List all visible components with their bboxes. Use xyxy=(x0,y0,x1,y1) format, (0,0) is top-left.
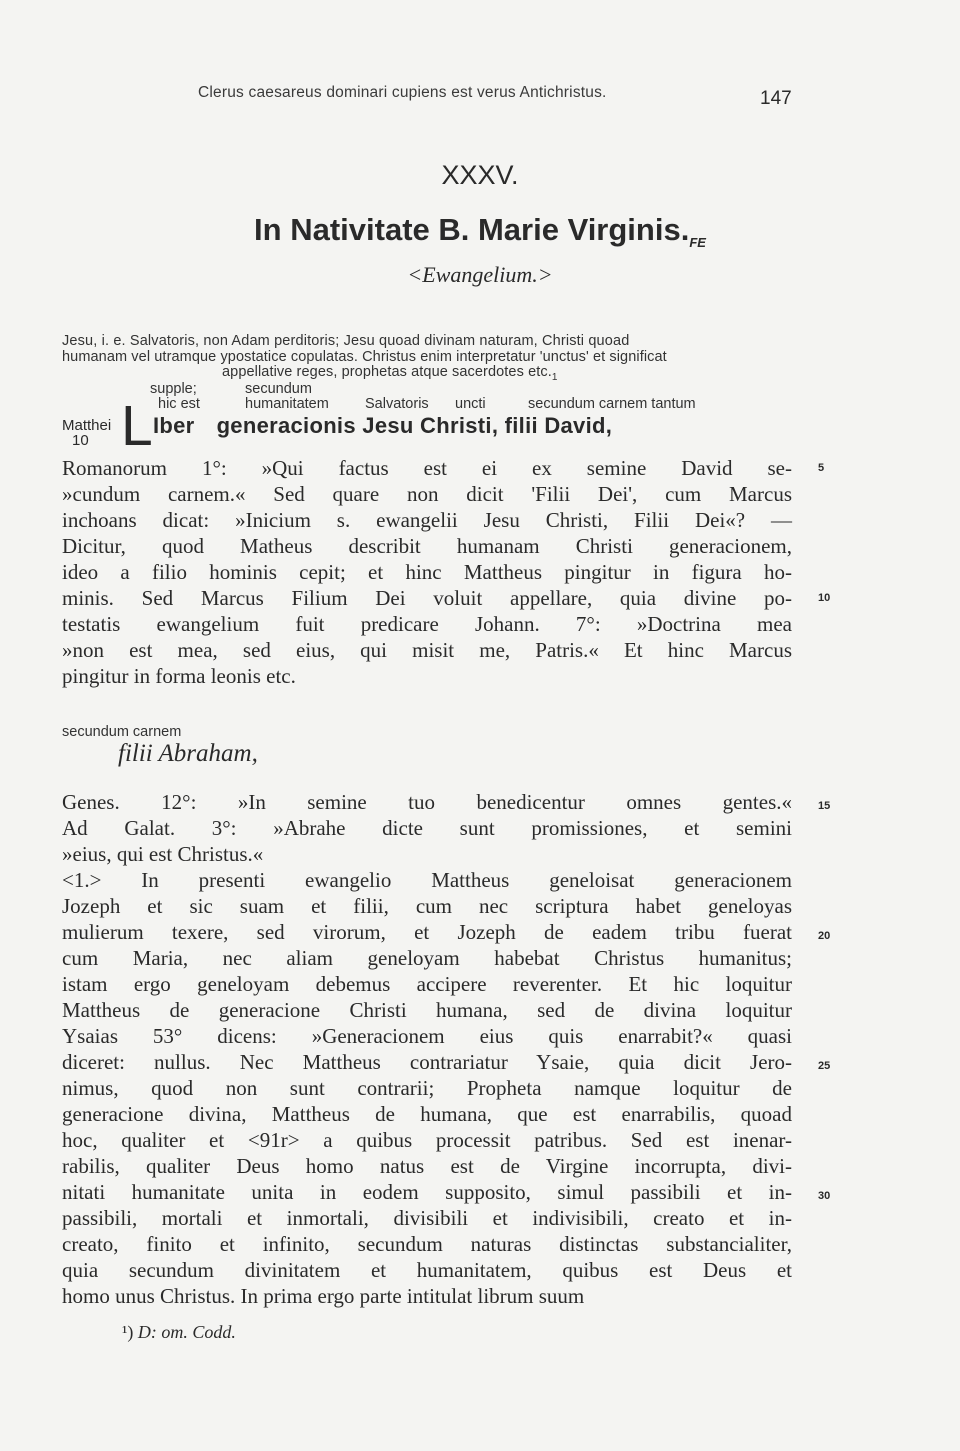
line-number: 10 xyxy=(818,592,831,604)
text-line: testatis ewangelium fuit predicare Johann. 7°: »Doctrina mea xyxy=(62,612,792,636)
text-line: Ysaias 53° dicens: »Generacionem eius quis enarrabit?« quasi xyxy=(62,1024,792,1048)
text-line: diceret: nullus. Nec Mattheus contrariatur Ysaie, quia dicit Jero- xyxy=(62,1050,792,1074)
text-line: creato, finito et infinito, secundum naturas distinctas substancialiter, xyxy=(62,1232,792,1256)
text-line: »cundum carnem.« Sed quare non dicit 'Filii Dei', cum Marcus xyxy=(62,482,792,506)
text-line: Genes. 12°: »In semine tuo benedicentur omnes gentes.« xyxy=(62,790,792,814)
text-line: nimus, quod non sunt contrarii; Propheta namque loquitur de xyxy=(62,1076,792,1100)
line-number: 20 xyxy=(818,930,831,942)
lemma-rest: generacionis Jesu Christi, filii David, xyxy=(216,413,613,438)
text-line: quia secundum divinitatem et humanitatem, quibus est Deus et xyxy=(62,1258,792,1282)
text-line: homo unus Christus. In prima ergo parte intitulat librum suum xyxy=(62,1284,585,1308)
footnote-text: om. Codd. xyxy=(161,1322,236,1342)
text-line: pingitur in forma leonis etc. xyxy=(62,664,296,688)
page-number: 147 xyxy=(760,88,792,109)
gloss-humanitatem: humanitatem xyxy=(245,396,329,412)
gloss-carnem-tantum: secundum carnem tantum xyxy=(528,396,696,412)
footnote-siglum: D: xyxy=(137,1322,157,1342)
line-number: 5 xyxy=(818,462,825,474)
lemma xyxy=(153,413,612,439)
sermon-title xyxy=(0,212,960,250)
text-line: hoc, qualiter et <91r> a quibus processit patribus. Sed est inenar- xyxy=(62,1128,792,1152)
gloss-hic-est: hic est xyxy=(158,396,200,412)
footnote-marker: ¹) xyxy=(122,1322,134,1342)
text-line: »non est mea, sed eius, qui misit me, Patris.« Et hinc Marcus xyxy=(62,638,792,662)
text-line: generacione divina, Mattheus de humana, que est enarrabilis, quoad xyxy=(62,1102,792,1126)
gloss-line-3-text: appellative reges, prophetas atque sacerdotes etc. xyxy=(222,364,552,380)
gloss-secundum: secundum xyxy=(245,381,312,397)
text-line: istam ergo geneloyam debemus accipere reverenter. Et hic loquitur xyxy=(62,972,792,996)
text-line: inchoans dicat: »Inicium s. ewangelii Jesu Christi, Filii Dei«? — xyxy=(62,508,792,532)
text-line: Jozeph et sic suam et filii, cum nec scriptura habet geneloyas xyxy=(62,894,792,918)
sermon-title-siglum: FE xyxy=(689,235,706,251)
text-line: Ad Galat. 3°: »Abrahe dicte sunt promissiones, et semini xyxy=(62,816,792,840)
text-line: minis. Sed Marcus Filium Dei voluit appellare, quia divine po- xyxy=(62,586,792,610)
line-number: 30 xyxy=(818,1190,831,1202)
gloss-salvatoris: Salvatoris xyxy=(365,396,429,412)
text-line: »eius, qui est Christus.« xyxy=(62,842,264,866)
gloss-supple: supple; xyxy=(150,381,197,397)
text-line: Dicitur, quod Matheus describit humanam Christi generacionem, xyxy=(62,534,792,558)
line-number: 25 xyxy=(818,1060,831,1072)
text-line: cum Maria, nec aliam geneloyam habebat Christus humanitus; xyxy=(62,946,792,970)
text-line: ideo a filio hominis cepit; et hinc Mattheus pingitur in figura ho- xyxy=(62,560,792,584)
gloss-footnote-marker: 1 xyxy=(551,371,558,383)
text-line: Mattheus de generacione Christi humana, sed de divina loquitur xyxy=(62,998,792,1022)
sermon-title-text: In Nativitate B. Marie Virginis. xyxy=(254,212,690,247)
margin-reference xyxy=(62,418,111,448)
running-title: Clerus caesareus dominari cupiens est verus Antichristus. xyxy=(198,84,607,101)
text-line: rabilis, qualiter Deus homo natus est de Virgine incorrupta, divi- xyxy=(62,1154,792,1178)
sermon-number: XXXV. xyxy=(441,160,519,190)
gloss-line-2: humanam vel utramque ypostatice copulatas. Christus enim interpretatur 'unctus' et significat xyxy=(62,349,667,365)
gloss-uncti: uncti xyxy=(455,396,486,412)
footnote xyxy=(122,1322,236,1343)
text-line: Romanorum 1°: »Qui factus est ei ex semine David se- xyxy=(62,456,792,480)
line-number: 15 xyxy=(818,800,831,812)
margin-chapter: 10 xyxy=(72,432,89,449)
gloss-line-1: Jesu, i. e. Salvatoris, non Adam perditoris; Jesu quoad divinam naturam, Christi quoad xyxy=(62,333,630,349)
text-line: mulierum texere, sed virorum, et Jozeph de eadem tribu fuerat xyxy=(62,920,792,944)
text-line: passibili, mortali et inmortali, divisibili et indivisibili, creato et in- xyxy=(62,1206,792,1230)
sub-gloss: secundum carnem xyxy=(62,724,182,740)
sermon-subtitle: <Ewangelium.> xyxy=(407,262,553,287)
sub-lemma: filii Abraham, xyxy=(118,740,258,767)
drop-cap: L xyxy=(121,394,153,458)
text-line: nitati humanitate unita in eodem supposito, simul passibili et in- xyxy=(62,1180,792,1204)
margin-source: Matthei xyxy=(62,417,112,434)
lemma-first-word: Iber xyxy=(153,413,195,438)
text-line: <1.> In presenti ewangelio Mattheus geneloisat generacionem xyxy=(62,868,792,892)
